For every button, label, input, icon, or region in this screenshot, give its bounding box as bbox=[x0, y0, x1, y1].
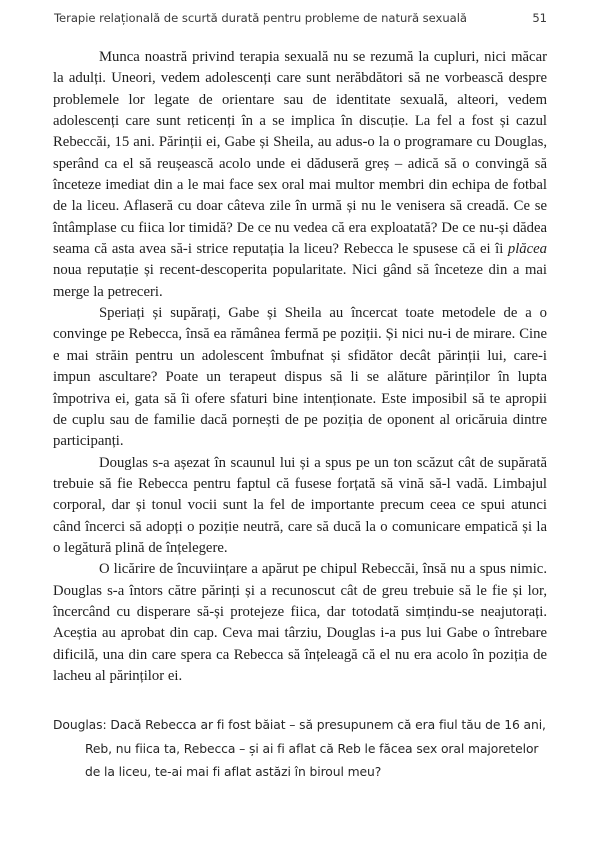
emphasized-word: plăcea bbox=[507, 241, 547, 258]
paragraph: O licărire de încuviințare a apărut pe chipul Rebeccăi, însă nu a spus nimic. Douglas s-a întors către părinți și a recunoscut cât de greu trebuie să le fie și lor, încercând cu disperare să-și protejeze fiica, dar totodată simțindu-se neajutorați. Aceștia au aprobat din cap. Ceva mai târziu, Douglas i-a pus lui Gabe o întrebare dificilă, una din care spera ca Rebecca să înțeleagă că el nu era acolo în poziția de lacheu al părinților ei. bbox=[53, 561, 547, 684]
running-head-title: Terapie relațională de scurtă durată pentru probleme de natură sexuală bbox=[54, 11, 467, 25]
running-head bbox=[54, 11, 548, 25]
paragraph-text-cont: noua reputație și recent-descoperita popularitate. Nici gând să înceteze din a mai merge la petreceri. bbox=[53, 262, 547, 300]
page-number: 51 bbox=[532, 11, 547, 25]
text-block bbox=[53, 47, 547, 784]
paragraph-text: Munca noastră privind terapia sexuală nu se rezumă la cupluri, nici măcar la adulți. Uneori, vedem adolescenți care sunt nerăbdători să ne vorbească despre problemele lor legate de orientare sau de identitate sexuală, alteori, vedem adolescenți care sunt reticenți în a se implica în discuție. La fel a fost și cazul Rebeccăi, 15 ani. Părinții ei, Gabe și Sheila, au adus-o la o programare cu Douglas, sperând ca el să reușească acolo unde ei dăduseră greș – adică să o convingă să înceteze imediat din a le mai face sex oral mai multor membri din echipa de fotbal de la liceu. Aflaseră cu doar câteva zile în urmă și nu le venisera să creadă. Ce se întâmplase cu fiica lor timidă? De ce nu vedea că era exploatată? De ce nu-și dădea seama că asta avea să-i strice reputația la liceu? Rebecca le spusese că ei îi bbox=[53, 49, 547, 258]
paragraph: Speriați și supărați, Gabe și Sheila au încercat toate metodele de a o convinge pe Rebecca, însă ea rămânea fermă pe poziții. Și nici nu-i de mirare. Cine e mai străin pentru un adolescent îmbufnat și sfidător decât părinții lui, care-i impun ascultare? Poate un terapeut dispus să li se alăture părinților în lupta împotriva ei, gata să îi ofere sfaturi bine intenționate. Este imposibil să te apropii de cuplu sau de familie dacă pornești de pe poziția de oponent al oricăruia dintre participanți. bbox=[53, 305, 547, 450]
dialogue-line: Douglas: Dacă Rebecca ar fi fost băiat – să presupunem că era fiul tău de 16 ani, Reb, nu fiica ta, Rebecca – și ai fi aflat că Reb le făcea sex oral majoretelor de la liceu, te-ai mai fi aflat astăzi în biroul meu? bbox=[53, 718, 546, 779]
paragraph bbox=[53, 47, 547, 303]
paragraph: Douglas s-a așezat în scaunul lui și a spus pe un ton scăzut cât de supărată trebuie să fie Rebecca pentru faptul că fusese forțată să vină să-l vadă. Limbajul corporal, dar și tonul vocii sunt la fel de importante precum ceea ce spui atunci când încerci să adopți o poziție neutră, care să ducă la o comunicare empatică și la o legătură plină de înțelegere. bbox=[53, 454, 547, 556]
dialogue-block bbox=[53, 714, 547, 784]
